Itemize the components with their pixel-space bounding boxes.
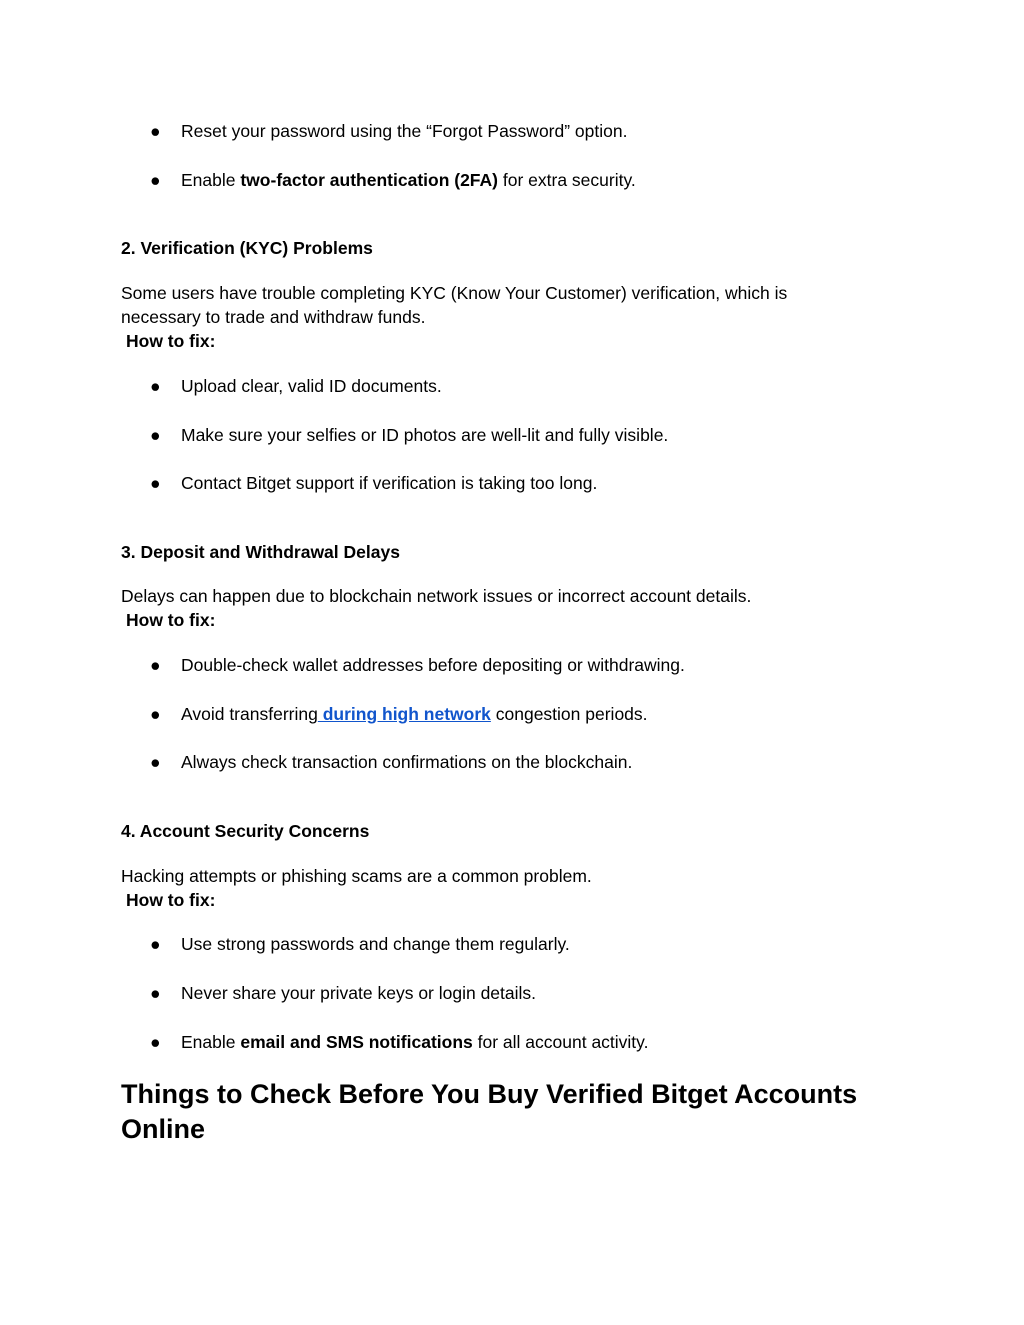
bullet-icon: ●: [150, 376, 161, 396]
bold-text: two-factor authentication (2FA): [240, 170, 498, 190]
list-item-text: Never share your private keys or login details.: [181, 983, 537, 1003]
list-item: [150, 751, 632, 773]
text: Avoid transferring: [181, 704, 318, 724]
list-item: [150, 472, 597, 494]
list-item-text: Upload clear, valid ID documents.: [181, 376, 442, 396]
list-item: [150, 703, 648, 725]
list-item-text: Contact Bitget support if verification is taking too long.: [181, 473, 598, 493]
page-heading-line: Online: [121, 1114, 206, 1144]
paragraph-line: Hacking attempts or phishing scams are a common problem.: [121, 866, 592, 886]
text: Enable: [181, 1032, 241, 1052]
text: for all account activity.: [472, 1032, 649, 1052]
how-to-fix-label: How to fix:: [126, 331, 216, 351]
bullet-icon: ●: [150, 983, 161, 1003]
bullet-icon: ●: [150, 934, 161, 954]
bullet-icon: ●: [150, 170, 161, 190]
bullet-icon: ●: [150, 1032, 161, 1052]
text: Enable: [181, 170, 241, 190]
text: for extra security.: [498, 170, 636, 190]
list-item: [150, 933, 570, 955]
bullet-icon: ●: [150, 425, 161, 445]
paragraph-line: Delays can happen due to blockchain network issues or incorrect account details.: [121, 586, 752, 606]
bullet-icon: ●: [150, 704, 161, 724]
section-heading: 3. Deposit and Withdrawal Delays: [121, 542, 400, 562]
section-heading: 2. Verification (KYC) Problems: [121, 238, 373, 258]
network-congestion-link[interactable]: during high network: [317, 704, 491, 724]
list-item: [150, 982, 536, 1004]
bold-text: email and SMS notifications: [240, 1032, 473, 1052]
bullet-icon: ●: [150, 473, 161, 493]
text: congestion periods.: [490, 704, 648, 724]
paragraph-line: necessary to trade and withdraw funds.: [121, 307, 426, 327]
list-item-text: Use strong passwords and change them regularly.: [181, 934, 570, 954]
section-heading: 4. Account Security Concerns: [121, 821, 370, 841]
how-to-fix-label: How to fix:: [126, 890, 216, 910]
list-item: [150, 169, 636, 191]
list-item-text: Reset your password using the “Forgot Password” option.: [181, 121, 628, 141]
how-to-fix-label: How to fix:: [126, 610, 216, 630]
bullet-icon: ●: [150, 752, 161, 772]
list-item-text: Make sure your selfies or ID photos are well-lit and fully visible.: [181, 425, 669, 445]
list-item: [150, 424, 668, 446]
list-item-text: Double-check wallet addresses before depositing or withdrawing.: [181, 655, 685, 675]
list-item-text: Always check transaction confirmations on the blockchain.: [181, 752, 633, 772]
page-heading-line: Things to Check Before You Buy Verified Bitget Accounts: [121, 1079, 858, 1109]
list-item: [150, 654, 685, 676]
bullet-icon: ●: [150, 121, 161, 141]
paragraph-line: Some users have trouble completing KYC (Know Your Customer) verification, which is: [121, 283, 788, 303]
list-item: [150, 1031, 648, 1053]
list-item: [150, 375, 442, 397]
list-item: [150, 120, 627, 142]
bullet-icon: ●: [150, 655, 161, 675]
